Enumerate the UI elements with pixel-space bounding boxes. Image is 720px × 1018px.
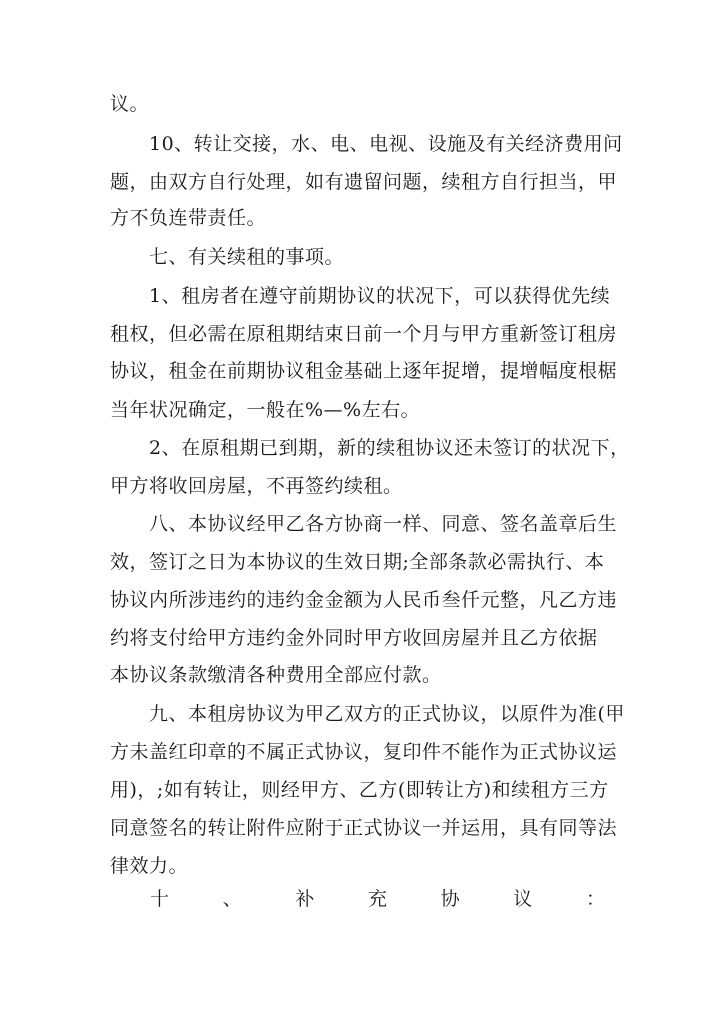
text-line: 九、本租房协议为甲乙双方的正式协议，以原件为准(甲 — [110, 703, 625, 725]
heading-char: 议 — [513, 888, 533, 910]
text-line: 1、租房者在遵守前期协议的状况下，可以获得优先续 — [110, 285, 611, 307]
text-line: 方不负连带责任。 — [110, 207, 267, 229]
text-line: 本协议条款缴清各种费用全部应付款。 — [110, 664, 442, 686]
section-heading: 七、有关续租的事项。 — [110, 246, 345, 268]
heading-char: 协 — [440, 888, 460, 910]
text-line: 租权，但必需在原租期结束日前一个月与甲方重新签订租房 — [110, 323, 618, 345]
text-line: 2、在原租期已到期，新的续租协议还未签订的状况下， — [110, 437, 630, 459]
text-line: 当年状况确定，一般在%—%左右。 — [110, 399, 421, 421]
heading-char: ： — [585, 888, 605, 910]
heading-char: 、 — [222, 888, 242, 910]
section-heading-spread — [150, 886, 605, 912]
text-line: 10、转让交接，水、电、电视、设施及有关经济费用问 — [110, 133, 623, 155]
text-line: 用)，;如有转让，则经甲方、乙方(即转让方)和续租方三方 — [110, 779, 609, 801]
text-line: 方未盖红印章的不属正式协议，复印件不能作为正式协议运 — [110, 741, 618, 763]
heading-char: 十 — [150, 888, 170, 910]
text-line: 协议内所涉违约的违约金金额为人民币叁仟元整，凡乙方违 — [110, 589, 618, 611]
heading-char: 充 — [367, 888, 387, 910]
text-line: 题，由双方自行处理，如有遗留问题，续租方自行担当，甲 — [110, 171, 618, 193]
text-line: 效，签订之日为本协议的生效日期;全部条款必需执行、本 — [110, 551, 605, 573]
text-line: 议。 — [110, 93, 150, 115]
heading-char: 补 — [295, 888, 315, 910]
text-line: 律效力。 — [110, 855, 189, 877]
text-line: 同意签名的转让附件应附于正式协议一并运用，具有同等法 — [110, 817, 618, 839]
text-line: 八、本协议经甲乙各方协商一样、同意、签名盖章后生 — [110, 513, 618, 535]
text-line: 甲方将收回房屋，不再签约续租。 — [110, 475, 403, 497]
text-line: 协议，租金在前期协议租金基础上逐年捉增，提增幅度根椐 — [110, 360, 618, 382]
text-line: 约将支付给甲方违约金外同时甲方收回房屋并且乙方依据 — [110, 627, 598, 649]
